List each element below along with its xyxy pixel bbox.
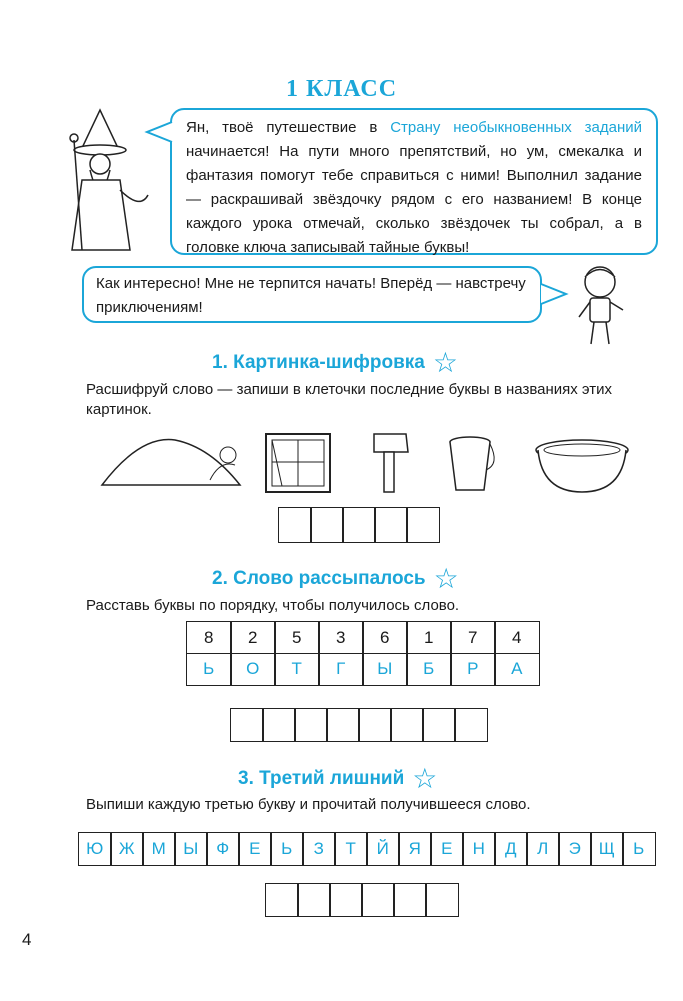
letter-cell: Т [334,832,368,866]
boy-speech-bubble: Как интересно! Мне не терпится начать! Вперёд — навстречу приключениям! [82,266,542,323]
letter-cell: Ы [362,653,408,686]
task3-letters-row [78,832,656,866]
number-cell: 7 [450,621,496,654]
number-cell: 1 [406,621,452,654]
letter-cell: Щ [590,832,624,866]
star-icon[interactable]: ☆ [433,563,459,594]
task2-instruction: Расставь буквы по порядку, чтобы получилось слово. [86,597,460,614]
bubble-text-part1: Ян, твоё путешествие в [186,119,391,136]
number-cell: 2 [230,621,276,654]
number-cell: 5 [274,621,320,654]
bubble-highlight: Страну необыкновенных заданий [390,119,642,136]
number-cell: 3 [318,621,364,654]
letter-cell: З [302,832,336,866]
answer-cell[interactable] [265,883,299,917]
bubble-text-part2: начинается! На пути много препятствий, но ум, смекалка и фантазия помогут тебе справиться с ними! Выполнил задание — раскрашивай звёздочку рядом с его названием! В конце каждого урока отмечай, сколько звёздочек ты собрал, а в головке ключа записывай тайные буквы! [186,143,642,256]
answer-cell[interactable] [425,883,459,917]
answer-cell[interactable] [310,507,344,543]
boy-illustration [565,262,635,352]
letter-cell: Л [526,832,560,866]
task2-heading-text: 2. Слово рассыпалось [212,568,426,589]
letter-cell: Э [558,832,592,866]
letter-cell: Р [450,653,496,686]
bucket-picture [446,434,498,494]
task3-answer-grid [265,883,459,917]
answer-cell[interactable] [294,708,328,742]
letter-cell: Й [366,832,400,866]
wizard-bubble-tail [145,120,175,144]
window-picture [264,432,332,494]
letter-cell: Б [406,653,452,686]
letter-cell: Я [398,832,432,866]
answer-cell[interactable] [297,883,331,917]
answer-cell[interactable] [342,507,376,543]
basin-picture [532,436,632,496]
number-cell: 6 [362,621,408,654]
task1-answer-grid [278,507,440,543]
answer-cell[interactable] [326,708,360,742]
letter-cell: М [142,832,176,866]
hill-picture [100,425,245,490]
answer-cell[interactable] [329,883,363,917]
task2-table [186,621,540,686]
letter-cell: О [230,653,276,686]
wizard-speech-bubble [170,108,658,255]
boy-bubble-tail [538,282,568,306]
task2-letters-row [186,653,540,686]
task3-heading-text: 3. Третий лишний [238,768,405,789]
answer-cell[interactable] [358,708,392,742]
letter-cell: Ь [622,832,656,866]
answer-cell[interactable] [262,708,296,742]
task1-instruction: Расшифруй слово — запиши в клеточки последние буквы в названиях этих картинок. [86,381,613,418]
letter-cell: А [494,653,540,686]
task3-instruction: Выпиши каждую третью букву и прочитай получившееся слово. [86,796,531,813]
answer-cell[interactable] [454,708,488,742]
star-icon[interactable]: ☆ [412,763,438,794]
task2-answer-grid [230,708,488,742]
letter-cell: Н [462,832,496,866]
letter-cell: Т [274,653,320,686]
number-cell: 8 [186,621,232,654]
letter-cell: Ь [270,832,304,866]
star-icon[interactable]: ☆ [432,347,458,378]
answer-cell[interactable] [390,708,424,742]
letter-cell: Г [318,653,364,686]
answer-cell[interactable] [230,708,264,742]
answer-cell[interactable] [278,507,312,543]
task3-heading [238,762,437,795]
letter-cell: Ж [110,832,144,866]
task2-numbers-row [186,621,540,654]
letter-cell: Ь [186,653,232,686]
number-cell: 4 [494,621,540,654]
task1-heading-text: 1. Картинка-шифровка [212,352,425,373]
axe-picture [368,430,418,495]
answer-cell[interactable] [393,883,427,917]
letter-cell: Е [238,832,272,866]
task2-heading [212,562,459,595]
letter-cell: Д [494,832,528,866]
task1-heading [212,346,458,379]
letter-cell: Ы [174,832,208,866]
page-title: 1 КЛАСС [285,76,398,102]
letter-cell: Е [430,832,464,866]
answer-cell[interactable] [406,507,440,543]
letter-cell: Ю [78,832,112,866]
answer-cell[interactable] [374,507,408,543]
answer-cell[interactable] [422,708,456,742]
answer-cell[interactable] [361,883,395,917]
letter-cell: Ф [206,832,240,866]
page-number: 4 [22,930,32,949]
